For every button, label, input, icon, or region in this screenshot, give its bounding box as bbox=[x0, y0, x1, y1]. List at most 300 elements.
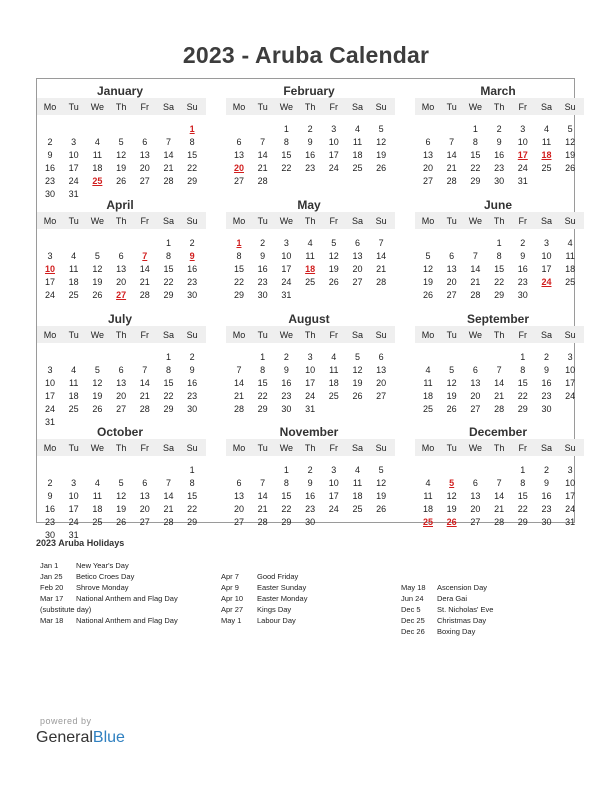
holiday-name: Labour Day bbox=[257, 616, 296, 625]
holiday-date: Dec 25 bbox=[401, 616, 425, 625]
weekday-label: Fr bbox=[140, 102, 150, 112]
day-cell: 20 bbox=[352, 263, 363, 274]
holiday-date: May 1 bbox=[221, 616, 242, 625]
day-cell: 5 bbox=[567, 124, 573, 134]
day-cell: 14 bbox=[139, 377, 150, 388]
day-cell: 22 bbox=[187, 162, 198, 173]
weekday-label: Su bbox=[564, 443, 576, 453]
day-cell: 31 bbox=[305, 403, 316, 414]
day-cell: 9 bbox=[189, 364, 195, 375]
day-cell: 22 bbox=[233, 276, 244, 287]
day-cell: 18 bbox=[352, 490, 363, 501]
day-cell: 22 bbox=[494, 276, 505, 287]
day-cell: 5 bbox=[331, 238, 337, 248]
weekday-label: Sa bbox=[540, 102, 552, 112]
day-cell: 24 bbox=[68, 516, 79, 527]
day-cell: 15 bbox=[187, 490, 198, 501]
month-name: June bbox=[483, 198, 512, 212]
holiday-entry bbox=[221, 615, 396, 626]
day-cell: 12 bbox=[328, 250, 339, 261]
day-cell: 12 bbox=[565, 136, 576, 147]
day-cell: 26 bbox=[422, 289, 433, 300]
day-cell: 6 bbox=[118, 364, 124, 375]
weekday-label: We bbox=[468, 443, 483, 453]
day-cell: 13 bbox=[233, 149, 244, 160]
weekday-label: Mo bbox=[43, 330, 57, 340]
day-cell: 19 bbox=[565, 149, 576, 160]
holiday-name: Shrove Monday bbox=[76, 583, 129, 592]
holiday-date: May 18 bbox=[401, 583, 426, 592]
day-cell: 2 bbox=[189, 238, 195, 248]
day-cell: 21 bbox=[163, 503, 174, 514]
day-cell: 23 bbox=[494, 162, 505, 173]
weekday-label: Th bbox=[115, 216, 127, 226]
day-cell: 5 bbox=[354, 352, 360, 362]
holiday-date: Jan 25 bbox=[40, 572, 63, 581]
day-cell: 10 bbox=[517, 136, 528, 147]
day-cell: 5 bbox=[378, 124, 384, 134]
holiday-entry bbox=[40, 582, 215, 593]
weekday-label: Sa bbox=[162, 102, 174, 112]
day-cell: 25 bbox=[422, 403, 433, 414]
day-cell: 5 bbox=[118, 136, 124, 147]
day-cell: 14 bbox=[257, 490, 268, 501]
day-cell: 10 bbox=[281, 250, 292, 261]
day-cell: 13 bbox=[116, 263, 127, 274]
day-cell: 23 bbox=[305, 162, 316, 173]
day-cell: 2 bbox=[260, 238, 266, 248]
holiday-entry bbox=[40, 560, 215, 571]
holidays-title: 2023 Aruba Holidays bbox=[36, 538, 125, 548]
day-cell: 10 bbox=[44, 377, 55, 388]
holiday-day-cell: 25 bbox=[92, 175, 103, 186]
day-cell: 28 bbox=[163, 175, 174, 186]
weekday-label: We bbox=[90, 330, 105, 340]
day-cell: 18 bbox=[422, 390, 433, 401]
day-cell: 12 bbox=[422, 263, 433, 274]
holiday-date: Jan 1 bbox=[40, 561, 59, 570]
day-cell: 2 bbox=[520, 238, 526, 248]
holiday-date: Dec 26 bbox=[401, 627, 425, 636]
weekday-label: Fr bbox=[518, 102, 528, 112]
day-cell: 22 bbox=[163, 390, 174, 401]
day-cell: 18 bbox=[92, 503, 103, 514]
day-cell: 18 bbox=[68, 390, 79, 401]
weekday-label: Su bbox=[375, 330, 387, 340]
day-cell: 22 bbox=[257, 390, 268, 401]
holiday-day-cell: 25 bbox=[422, 516, 433, 527]
day-cell: 24 bbox=[328, 503, 339, 514]
day-cell: 6 bbox=[472, 477, 478, 488]
day-cell: 7 bbox=[165, 477, 171, 488]
weekday-label: Su bbox=[375, 216, 387, 226]
day-cell: 27 bbox=[446, 289, 457, 300]
day-cell: 3 bbox=[307, 352, 313, 362]
weekday-label: We bbox=[468, 330, 483, 340]
weekday-label: Fr bbox=[329, 102, 339, 112]
day-cell: 29 bbox=[187, 175, 198, 186]
weekday-label: Th bbox=[304, 102, 316, 112]
day-cell: 20 bbox=[446, 276, 457, 287]
holiday-day-cell: 18 bbox=[541, 149, 552, 160]
weekday-label: Sa bbox=[162, 330, 174, 340]
day-cell: 30 bbox=[187, 403, 198, 414]
weekday-label: Fr bbox=[140, 216, 150, 226]
weekday-label: Fr bbox=[140, 443, 150, 453]
calendar-grid bbox=[36, 78, 576, 540]
holiday-name: New Year's Day bbox=[76, 561, 129, 570]
day-cell: 26 bbox=[446, 403, 457, 414]
day-cell: 6 bbox=[472, 364, 478, 375]
day-cell: 8 bbox=[520, 364, 526, 375]
day-cell: 5 bbox=[378, 465, 384, 475]
day-cell: 11 bbox=[69, 263, 79, 274]
day-cell: 10 bbox=[541, 250, 552, 261]
day-cell: 30 bbox=[517, 289, 528, 300]
day-cell: 27 bbox=[376, 390, 387, 401]
weekday-label: Sa bbox=[540, 443, 552, 453]
weekday-label: Th bbox=[115, 330, 127, 340]
day-cell: 9 bbox=[47, 490, 53, 501]
day-cell: 5 bbox=[118, 477, 124, 488]
weekday-label: Th bbox=[493, 443, 505, 453]
day-cell: 15 bbox=[233, 263, 244, 274]
day-cell: 12 bbox=[376, 477, 387, 488]
day-cell: 23 bbox=[541, 503, 552, 514]
day-cell: 21 bbox=[257, 503, 268, 514]
weekday-label: We bbox=[90, 216, 105, 226]
day-cell: 11 bbox=[423, 377, 433, 388]
day-cell: 16 bbox=[44, 503, 55, 514]
powered-by-text: powered by bbox=[40, 716, 92, 726]
day-cell: 13 bbox=[376, 364, 387, 375]
day-cell: 27 bbox=[116, 403, 127, 414]
day-cell: 12 bbox=[92, 377, 103, 388]
holiday-date: Apr 9 bbox=[221, 583, 239, 592]
holiday-entry bbox=[40, 593, 215, 604]
day-cell: 17 bbox=[281, 263, 292, 274]
weekday-label: Mo bbox=[43, 102, 57, 112]
day-cell: 7 bbox=[236, 364, 242, 375]
day-cell: 29 bbox=[281, 516, 292, 527]
day-cell: 29 bbox=[187, 516, 198, 527]
weekday-label: Tu bbox=[68, 216, 79, 226]
weekday-label: Tu bbox=[68, 330, 79, 340]
day-cell: 7 bbox=[378, 238, 384, 248]
day-cell: 1 bbox=[283, 465, 289, 475]
day-cell: 1 bbox=[520, 352, 526, 362]
day-cell: 22 bbox=[187, 503, 198, 514]
day-cell: 19 bbox=[446, 503, 457, 514]
day-cell: 29 bbox=[257, 403, 268, 414]
weekday-label: Th bbox=[304, 330, 316, 340]
day-cell: 17 bbox=[541, 263, 552, 274]
weekday-label: Th bbox=[493, 102, 505, 112]
day-cell: 22 bbox=[163, 276, 174, 287]
day-cell: 24 bbox=[517, 162, 528, 173]
day-cell: 5 bbox=[449, 364, 455, 375]
day-cell: 23 bbox=[44, 175, 55, 186]
day-cell: 31 bbox=[565, 516, 576, 527]
day-cell: 24 bbox=[44, 403, 55, 414]
day-cell: 26 bbox=[116, 516, 127, 527]
day-cell: 19 bbox=[422, 276, 433, 287]
weekday-label: Tu bbox=[446, 216, 457, 226]
day-cell: 22 bbox=[470, 162, 481, 173]
day-cell: 13 bbox=[139, 149, 150, 160]
month-name: March bbox=[480, 84, 516, 98]
day-cell: 29 bbox=[233, 289, 244, 300]
day-cell: 18 bbox=[92, 162, 103, 173]
weekday-label: Mo bbox=[232, 330, 246, 340]
weekday-label: Th bbox=[493, 330, 505, 340]
day-cell: 12 bbox=[446, 490, 457, 501]
day-cell: 4 bbox=[71, 364, 77, 375]
weekday-label: We bbox=[279, 102, 294, 112]
day-cell: 16 bbox=[494, 149, 505, 160]
day-cell: 9 bbox=[496, 136, 502, 147]
day-cell: 23 bbox=[187, 276, 198, 287]
day-cell: 8 bbox=[165, 250, 171, 261]
month-name: April bbox=[106, 198, 134, 212]
day-cell: 28 bbox=[494, 403, 505, 414]
day-cell: 11 bbox=[69, 377, 79, 388]
weekday-label: Sa bbox=[162, 443, 174, 453]
weekday-label: Tu bbox=[68, 443, 79, 453]
day-cell: 25 bbox=[328, 390, 339, 401]
day-cell: 8 bbox=[496, 250, 502, 261]
holiday-entry bbox=[401, 615, 576, 626]
day-cell: 30 bbox=[281, 403, 292, 414]
day-cell: 3 bbox=[283, 238, 289, 248]
month-name: May bbox=[297, 198, 321, 212]
day-cell: 24 bbox=[281, 276, 292, 287]
weekday-label: We bbox=[279, 216, 294, 226]
day-cell: 17 bbox=[44, 390, 55, 401]
weekday-label: Mo bbox=[232, 102, 246, 112]
day-cell: 2 bbox=[47, 477, 53, 488]
weekday-label: Tu bbox=[257, 330, 268, 340]
holiday-date: Mar 17 bbox=[40, 594, 64, 603]
day-cell: 8 bbox=[236, 250, 242, 261]
day-cell: 30 bbox=[305, 516, 316, 527]
holiday-name: Good Friday bbox=[257, 572, 299, 581]
day-cell: 31 bbox=[517, 175, 528, 186]
day-cell: 23 bbox=[541, 390, 552, 401]
day-cell: 3 bbox=[567, 352, 573, 362]
day-cell: 2 bbox=[189, 352, 195, 362]
holiday-day-cell: 7 bbox=[142, 250, 148, 261]
day-cell: 28 bbox=[233, 403, 244, 414]
brand-logo[interactable] bbox=[36, 729, 125, 747]
day-cell: 26 bbox=[376, 162, 387, 173]
day-cell: 28 bbox=[139, 403, 150, 414]
day-cell: 4 bbox=[354, 465, 360, 475]
day-cell: 11 bbox=[352, 136, 363, 147]
day-cell: 17 bbox=[44, 276, 55, 287]
day-cell: 24 bbox=[68, 175, 79, 186]
day-cell: 12 bbox=[92, 263, 103, 274]
holiday-name: Easter Sunday bbox=[257, 583, 307, 592]
day-cell: 3 bbox=[331, 124, 337, 134]
day-cell: 15 bbox=[187, 149, 198, 160]
day-cell: 16 bbox=[517, 263, 528, 274]
day-cell: 8 bbox=[189, 477, 195, 488]
holiday-entry bbox=[221, 582, 396, 593]
day-cell: 4 bbox=[331, 352, 337, 362]
holiday-name: Betico Croes Day bbox=[76, 572, 135, 581]
day-cell: 25 bbox=[68, 403, 79, 414]
day-cell: 14 bbox=[470, 263, 481, 274]
day-cell: 9 bbox=[307, 136, 313, 147]
weekday-label: Fr bbox=[140, 330, 150, 340]
holiday-day-cell: 1 bbox=[189, 124, 195, 134]
day-cell: 20 bbox=[470, 503, 481, 514]
day-cell: 2 bbox=[496, 124, 502, 134]
day-cell: 8 bbox=[520, 477, 526, 488]
weekday-label: Mo bbox=[232, 443, 246, 453]
holiday-entry bbox=[40, 604, 215, 615]
day-cell: 23 bbox=[281, 390, 292, 401]
day-cell: 14 bbox=[163, 149, 174, 160]
day-cell: 3 bbox=[567, 465, 573, 475]
day-cell: 5 bbox=[425, 250, 431, 261]
day-cell: 12 bbox=[116, 490, 127, 501]
day-cell: 4 bbox=[307, 238, 313, 248]
holiday-entry bbox=[221, 604, 396, 615]
weekday-label: Mo bbox=[421, 443, 435, 453]
day-cell: 19 bbox=[116, 162, 127, 173]
holiday-day-cell: 18 bbox=[305, 263, 316, 274]
day-cell: 21 bbox=[139, 390, 150, 401]
day-cell: 6 bbox=[425, 136, 431, 147]
holiday-name: National Anthem and Flag Day bbox=[76, 616, 178, 625]
page-title: 2023 - Aruba Calendar bbox=[182, 42, 430, 68]
day-cell: 13 bbox=[446, 263, 457, 274]
weekday-label: Sa bbox=[351, 330, 363, 340]
day-cell: 14 bbox=[139, 263, 150, 274]
day-cell: 4 bbox=[425, 364, 431, 375]
weekday-label: Su bbox=[186, 216, 198, 226]
day-cell: 30 bbox=[44, 529, 55, 540]
day-cell: 15 bbox=[163, 263, 174, 274]
day-cell: 27 bbox=[139, 175, 150, 186]
holiday-entry bbox=[221, 593, 396, 604]
day-cell: 28 bbox=[494, 516, 505, 527]
day-cell: 1 bbox=[189, 465, 195, 475]
day-cell: 8 bbox=[283, 477, 289, 488]
day-cell: 11 bbox=[541, 136, 552, 147]
day-cell: 8 bbox=[260, 364, 266, 375]
day-cell: 31 bbox=[68, 188, 79, 199]
day-cell: 23 bbox=[305, 503, 316, 514]
month-name: September bbox=[466, 312, 530, 326]
day-cell: 7 bbox=[496, 364, 502, 375]
day-cell: 10 bbox=[328, 477, 339, 488]
day-cell: 22 bbox=[517, 503, 528, 514]
month-name: December bbox=[468, 425, 528, 439]
day-cell: 5 bbox=[94, 250, 100, 261]
weekday-label: Tu bbox=[257, 216, 268, 226]
day-cell: 12 bbox=[352, 364, 363, 375]
day-cell: 10 bbox=[565, 477, 576, 488]
day-cell: 17 bbox=[328, 149, 339, 160]
weekday-label: We bbox=[468, 216, 483, 226]
holiday-day-cell: 1 bbox=[236, 238, 242, 248]
day-cell: 28 bbox=[470, 289, 481, 300]
day-cell: 4 bbox=[71, 250, 77, 261]
day-cell: 7 bbox=[449, 136, 455, 147]
day-cell: 10 bbox=[68, 149, 79, 160]
day-cell: 17 bbox=[68, 503, 79, 514]
brand-name-part1: General bbox=[36, 729, 93, 746]
day-cell: 23 bbox=[44, 516, 55, 527]
day-cell: 6 bbox=[354, 238, 360, 248]
day-cell: 3 bbox=[543, 238, 549, 248]
day-cell: 15 bbox=[163, 377, 174, 388]
day-cell: 19 bbox=[92, 276, 103, 287]
day-cell: 20 bbox=[233, 503, 244, 514]
day-cell: 15 bbox=[517, 490, 528, 501]
day-cell: 26 bbox=[352, 390, 363, 401]
day-cell: 7 bbox=[142, 364, 148, 375]
day-cell: 16 bbox=[281, 377, 292, 388]
holiday-day-cell: 5 bbox=[449, 477, 455, 488]
day-cell: 20 bbox=[116, 276, 127, 287]
holiday-column bbox=[40, 560, 215, 626]
day-cell: 29 bbox=[494, 289, 505, 300]
day-cell: 17 bbox=[565, 377, 576, 388]
day-cell: 6 bbox=[378, 352, 384, 362]
weekday-label: Su bbox=[375, 102, 387, 112]
day-cell: 9 bbox=[307, 477, 313, 488]
day-cell: 23 bbox=[517, 276, 528, 287]
day-cell: 21 bbox=[470, 276, 481, 287]
month-name: January bbox=[96, 84, 144, 98]
day-cell: 19 bbox=[352, 377, 363, 388]
day-cell: 13 bbox=[139, 490, 150, 501]
day-cell: 3 bbox=[71, 477, 77, 488]
day-cell: 26 bbox=[92, 403, 103, 414]
holiday-date: Apr 7 bbox=[221, 572, 239, 581]
day-cell: 6 bbox=[236, 136, 242, 147]
day-cell: 10 bbox=[565, 364, 576, 375]
weekday-label: Su bbox=[564, 330, 576, 340]
day-cell: 27 bbox=[470, 516, 481, 527]
day-cell: 8 bbox=[165, 364, 171, 375]
day-cell: 14 bbox=[494, 490, 505, 501]
day-cell: 13 bbox=[470, 377, 481, 388]
day-cell: 2 bbox=[307, 124, 313, 134]
day-cell: 12 bbox=[446, 377, 457, 388]
holiday-entry bbox=[40, 615, 215, 626]
day-cell: 1 bbox=[283, 124, 289, 134]
day-cell: 19 bbox=[328, 263, 339, 274]
weekday-label: Su bbox=[564, 102, 576, 112]
weekday-label: Th bbox=[304, 443, 316, 453]
day-cell: 17 bbox=[68, 162, 79, 173]
weekday-label: Tu bbox=[446, 330, 457, 340]
day-cell: 20 bbox=[139, 162, 150, 173]
day-cell: 16 bbox=[44, 162, 55, 173]
day-cell: 24 bbox=[565, 390, 576, 401]
day-cell: 2 bbox=[283, 352, 289, 362]
holiday-date: (substitute day) bbox=[40, 605, 92, 614]
day-cell: 21 bbox=[494, 503, 505, 514]
day-cell: 29 bbox=[163, 403, 174, 414]
day-cell: 9 bbox=[260, 250, 266, 261]
day-cell: 13 bbox=[352, 250, 363, 261]
